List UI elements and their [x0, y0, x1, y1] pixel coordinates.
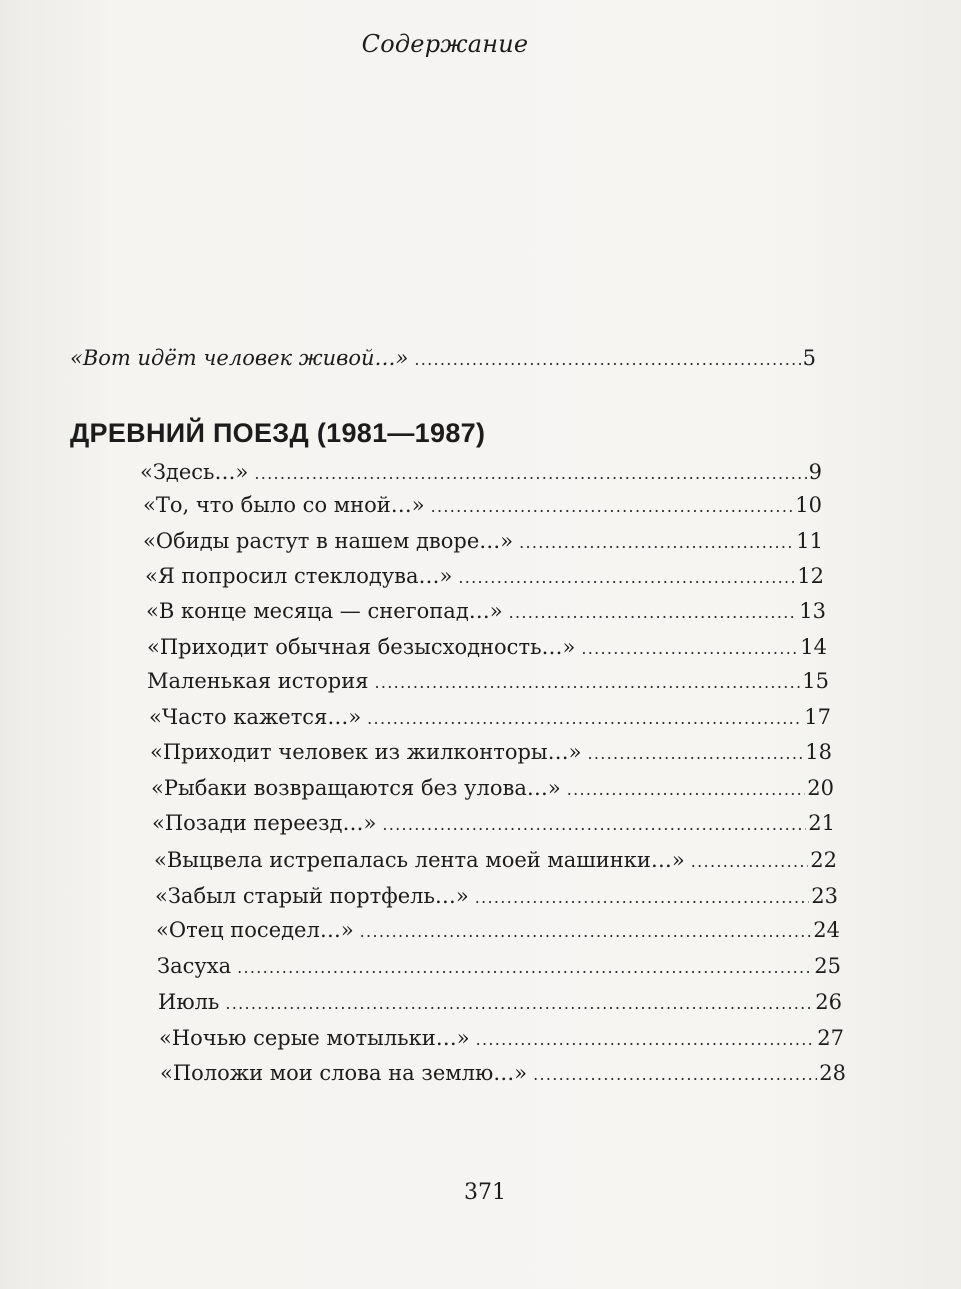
dot-leader [431, 499, 794, 515]
dot-leader [375, 675, 801, 691]
toc-entry-label: «Ночью серые мотыльки…» [159, 1026, 470, 1050]
toc-entry [151, 778, 834, 799]
toc-entry-label: «Я попросил стеклодува…» [145, 564, 453, 588]
toc-entry-label: «Часто кажется…» [149, 705, 362, 729]
dot-leader [476, 1032, 816, 1048]
dot-leader [691, 854, 808, 870]
toc-page-number: 11 [796, 529, 823, 553]
dot-leader [567, 782, 806, 798]
dot-leader [587, 746, 803, 762]
toc-entry-label: «Положи мои слова на землю…» [160, 1061, 528, 1085]
toc-page-number: 22 [810, 848, 837, 872]
toc-entry [143, 531, 823, 552]
toc-entry-intro [70, 348, 816, 369]
toc-page-number: 5 [802, 346, 816, 370]
page-number-footer: 371 [464, 1180, 506, 1205]
toc-entry [158, 992, 842, 1013]
dot-leader [581, 641, 798, 657]
dot-leader [475, 890, 810, 906]
toc-page-number: 9 [808, 460, 822, 484]
toc-entry-label: «Отец поседел…» [156, 918, 354, 942]
toc-page-number: 26 [815, 990, 842, 1014]
toc-page-number: 12 [797, 564, 824, 588]
toc-page-number: 14 [800, 635, 827, 659]
toc-page-number: 15 [802, 669, 829, 693]
toc-entry-label: «Здесь…» [140, 460, 249, 484]
toc-entry-label: «Выцвела истрепалась лента моей машинки…» [154, 848, 685, 872]
toc-entry-label: «В конце месяца — снегопад…» [146, 599, 503, 623]
toc-entry [154, 850, 837, 871]
toc-entry-label: Июль [158, 990, 220, 1014]
dot-leader [382, 817, 806, 833]
page-title: Содержание [361, 30, 529, 58]
toc-entry [159, 1028, 844, 1049]
section-heading: ДРЕВНИЙ ПОЕЗД (1981—1987) [70, 418, 486, 448]
dot-leader [237, 960, 812, 976]
toc-entry-label: «То, что было со мной…» [143, 493, 425, 517]
toc-entry [143, 495, 822, 516]
toc-entry-label: Засуха [157, 954, 232, 978]
toc-entry-label: «Приходит человек из жилконторы…» [150, 740, 582, 764]
toc-entry [152, 813, 835, 834]
toc-entry [156, 920, 840, 941]
toc-page-number: 13 [799, 599, 826, 623]
toc-page-number: 17 [804, 705, 831, 729]
toc-page-number: 20 [807, 776, 834, 800]
toc-entry [155, 886, 838, 907]
dot-leader [367, 711, 802, 727]
dot-leader [225, 996, 813, 1012]
toc-entry [140, 462, 822, 483]
dot-leader [414, 352, 800, 368]
dot-leader [360, 924, 812, 940]
dot-leader [533, 1067, 817, 1083]
toc-page-number: 10 [795, 493, 822, 517]
toc-entry [149, 707, 831, 728]
dot-leader [509, 605, 798, 621]
toc-page-number: 23 [811, 884, 838, 908]
toc-page-number: 25 [814, 954, 841, 978]
toc-page-number: 18 [805, 740, 832, 764]
toc-entry [147, 637, 827, 658]
dot-leader [254, 466, 806, 482]
toc-page-number: 21 [808, 811, 835, 835]
toc-entry-label: «Приходит обычная безысходность…» [147, 635, 576, 659]
toc-page-number: 28 [819, 1061, 846, 1085]
toc-entry-label: «Обиды растут в нашем дворе…» [143, 529, 514, 553]
toc-entry-label: Маленькая история [147, 669, 369, 693]
toc-entry-label: «Позади переезд…» [152, 811, 377, 835]
toc-entry [160, 1063, 846, 1084]
toc-entry-label: «Рыбаки возвращаются без улова…» [151, 776, 561, 800]
toc-entry-label: «Вот идёт человек живой…» [70, 346, 409, 370]
toc-entry-label: «Забыл старый портфель…» [155, 884, 469, 908]
toc-page-number: 24 [813, 918, 840, 942]
toc-entry [150, 742, 832, 763]
toc-entry [145, 566, 824, 587]
toc-entry [147, 671, 829, 692]
toc-entry [157, 956, 841, 977]
toc-page-number: 27 [817, 1026, 844, 1050]
toc-entry [146, 601, 826, 622]
dot-leader [519, 535, 794, 551]
dot-leader [458, 570, 795, 586]
